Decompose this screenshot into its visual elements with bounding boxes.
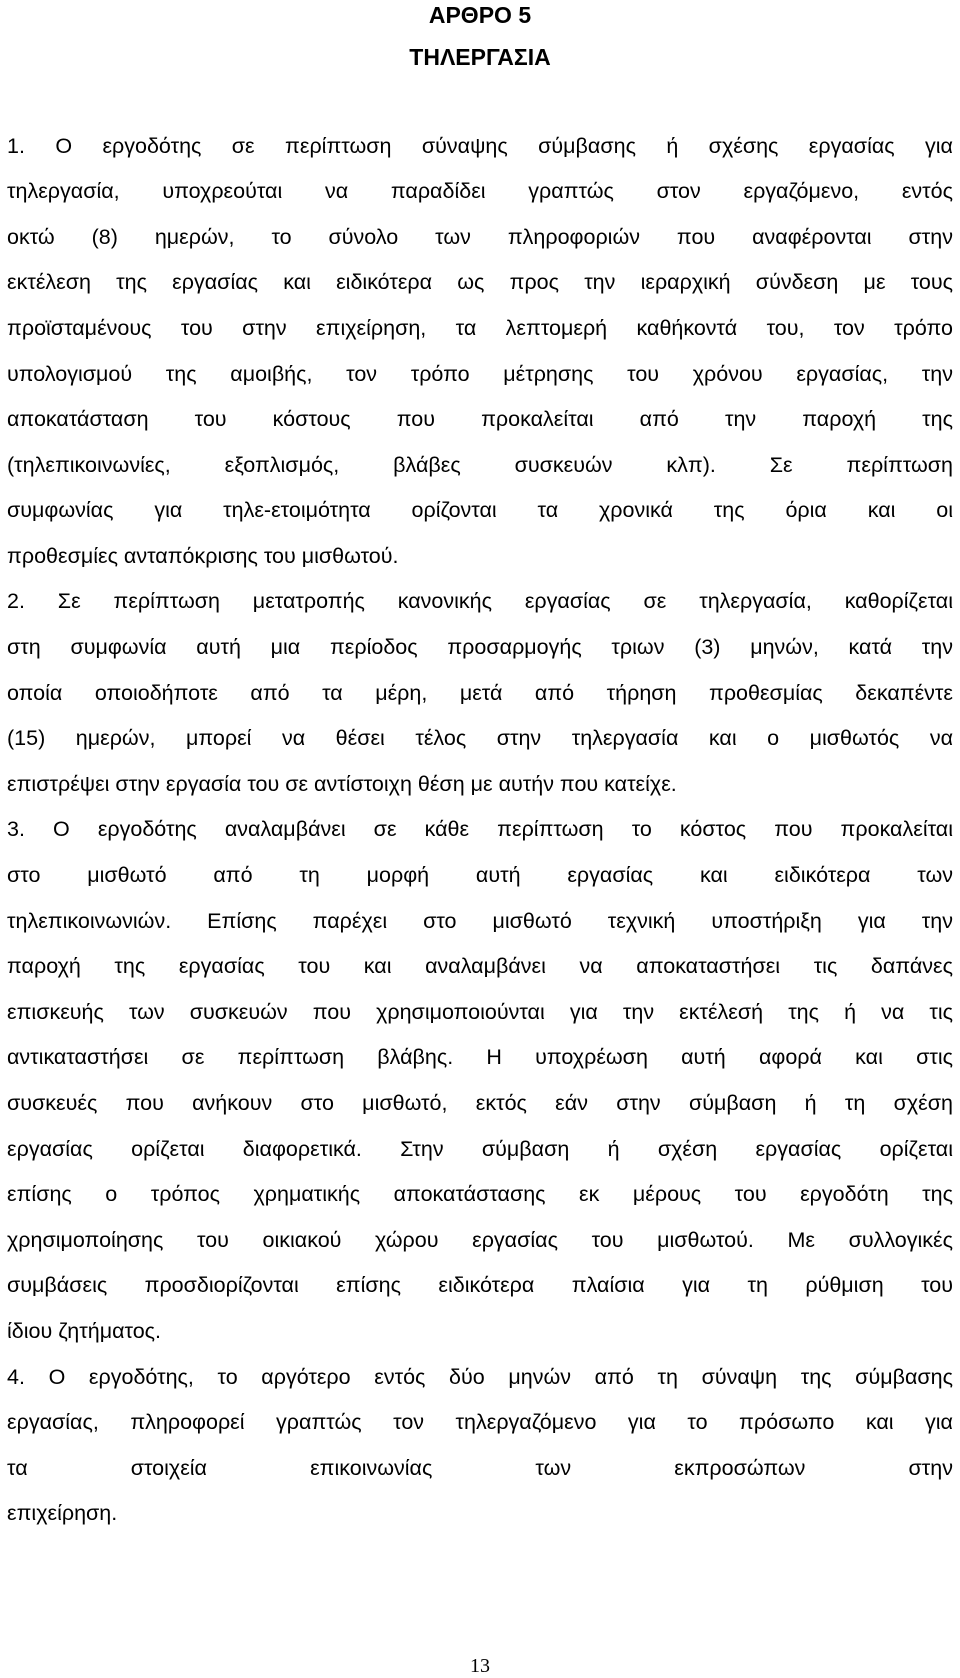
text-line: 4. Ο εργοδότης, το αργότερο εντός δύο μηνών από τη σύναψη της σύμβασης	[7, 1365, 953, 1389]
text-line: τηλεπικοινωνιών. Επίσης παρέχει στο μισθωτό τεχνική υποστήριξη για την	[7, 909, 953, 933]
text-line: 1. Ο εργοδότης σε περίπτωση σύναψης σύμβασης ή σχέσης εργασίας για	[7, 134, 953, 158]
text-line: 3. Ο εργοδότης αναλαμβάνει σε κάθε περίπτωση το κόστος που προκαλείται	[7, 817, 953, 841]
text-line: προϊσταμένους του στην επιχείρηση, τα λεπτομερή καθήκοντά του, τον τρόπο	[7, 316, 953, 340]
text-line: προθεσμίες ανταπόκρισης του μισθωτού.	[7, 544, 399, 568]
text-line: εκτέλεση της εργασίας και ειδικότερα ως προς την ιεραρχική σύνδεση με τους	[7, 270, 953, 294]
text-line: συμφωνίας για τηλε-ετοιμότητα ορίζονται τα χρονικά της όρια και οι	[7, 498, 953, 522]
text-line: αντικαταστήσει σε περίπτωση βλάβης. Η υποχρέωση αυτή αφορά και στις	[7, 1045, 953, 1069]
text-line: επιστρέψει στην εργασία του σε αντίστοιχη θέση με αυτήν που κατείχε.	[7, 772, 677, 796]
text-line: τα στοιχεία επικοινωνίας των εκπροσώπων στην	[7, 1456, 953, 1480]
text-line: παροχή της εργασίας του και αναλαμβάνει να αποκαταστήσει τις δαπάνες	[7, 954, 953, 978]
text-line: οποία οποιοδήποτε από τα μέρη, μετά από τήρηση προθεσμίας δεκαπέντε	[7, 681, 953, 705]
text-line: χρησιμοποίησης του οικιακού χώρου εργασίας του μισθωτού. Με συλλογικές	[7, 1228, 953, 1252]
text-line: στη συμφωνία αυτή μια περίοδος προσαρμογής τριων (3) μηνών, κατά την	[7, 635, 953, 659]
text-line: συσκευές που ανήκουν στο μισθωτό, εκτός εάν στην σύμβαση ή τη σχέση	[7, 1091, 953, 1115]
text-line: επισκευής των συσκευών που χρησιμοποιούνται για την εκτέλεσή της ή να τις	[7, 1000, 953, 1024]
text-line: συμβάσεις προσδιορίζονται επίσης ειδικότερα πλαίσια για τη ρύθμιση του	[7, 1273, 953, 1297]
text-line: (τηλεπικοινωνίες, εξοπλισμός, βλάβες συσκευών κλπ). Σε περίπτωση	[7, 453, 953, 477]
text-line: τηλεργασία, υποχρεούται να παραδίδει γραπτώς στον εργαζόμενο, εντός	[7, 179, 953, 203]
text-line: εργασίας ορίζεται διαφορετικά. Στην σύμβαση ή σχέση εργασίας ορίζεται	[7, 1137, 953, 1161]
text-line: οκτώ (8) ημερών, το σύνολο των πληροφοριών που αναφέρονται στην	[7, 225, 953, 249]
page-number: 13	[470, 1655, 490, 1677]
text-line: επίσης ο τρόπος χρηματικής αποκατάστασης εκ μέρους του εργοδότη της	[7, 1182, 953, 1206]
text-line: εργασίας, πληροφορεί γραπτώς τον τηλεργαζόμενο για το πρόσωπο και για	[7, 1410, 953, 1434]
text-line: επιχείρηση.	[7, 1501, 118, 1525]
article-title-heading: ΤΗΛΕΡΓΑΣΙΑ	[409, 44, 551, 70]
text-line: ίδιου ζητήματος.	[7, 1319, 162, 1343]
text-line: στο μισθωτό από τη μορφή αυτή εργασίας και ειδικότερα των	[7, 863, 953, 887]
text-line: υπολογισμού της αμοιβής, τον τρόπο μέτρησης του χρόνου εργασίας, την	[7, 362, 953, 386]
text-line: αποκατάσταση του κόστους που προκαλείται από την παροχή της	[7, 407, 953, 431]
text-line: (15) ημερών, μπορεί να θέσει τέλος στην τηλεργασία και ο μισθωτός να	[7, 726, 953, 750]
text-line: 2. Σε περίπτωση μετατροπής κανονικής εργασίας σε τηλεργασία, καθορίζεται	[7, 589, 953, 613]
article-number-heading: ΑΡΘΡΟ 5	[428, 2, 532, 28]
